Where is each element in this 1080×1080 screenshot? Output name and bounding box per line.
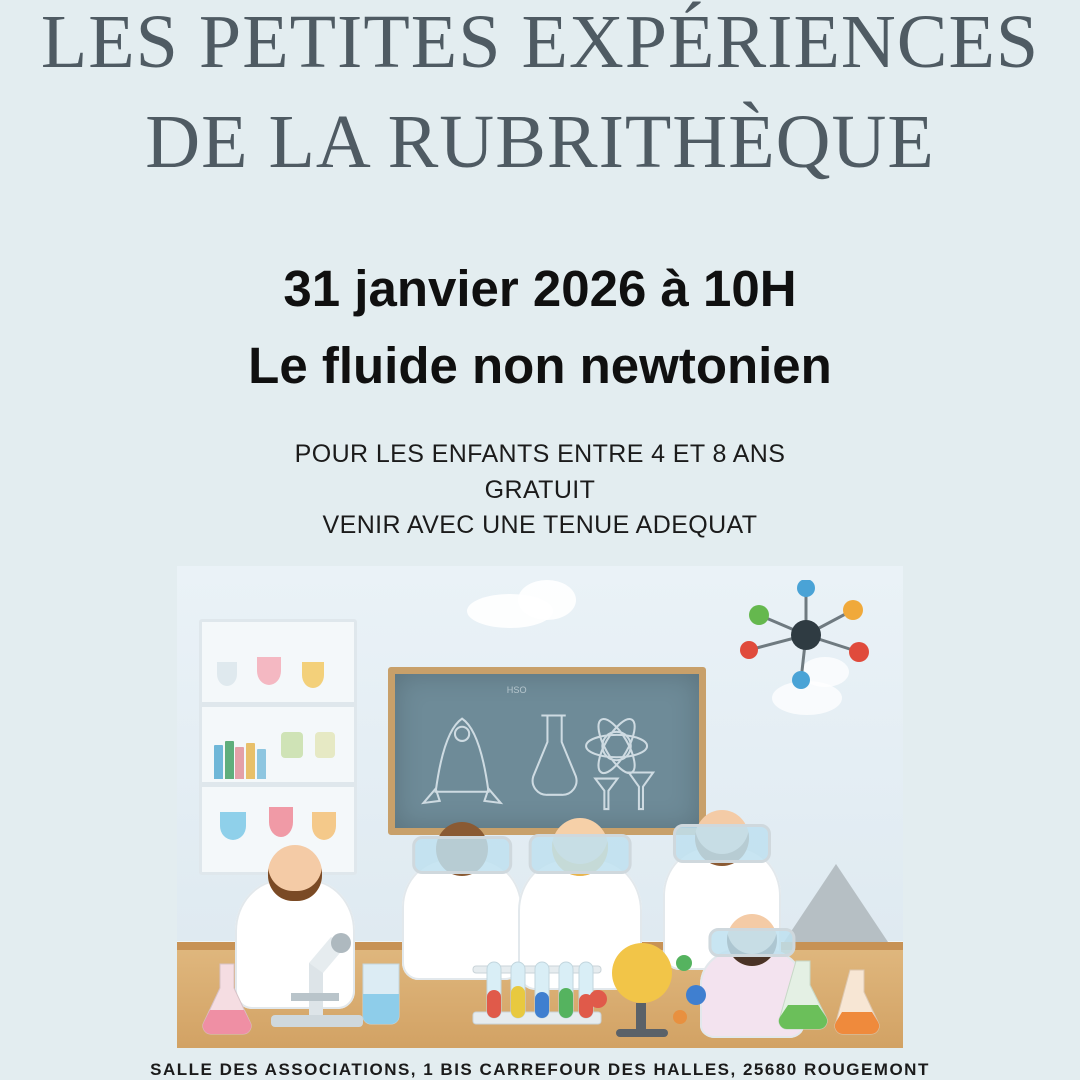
flask-icon — [312, 812, 336, 840]
book — [225, 741, 234, 779]
jar-icon — [281, 732, 303, 758]
volcano-model — [784, 864, 888, 942]
solar-system-model — [584, 933, 724, 1043]
title-line-2: DE LA RUBRITHÈQUE — [145, 99, 935, 184]
flask-icon — [217, 662, 237, 686]
book — [257, 749, 266, 779]
flask-icon — [220, 812, 246, 840]
molecule-icon — [731, 580, 881, 690]
flask-icon — [302, 662, 324, 688]
detail-audience: POUR LES ENFANTS ENTRE 4 ET 8 ANS — [294, 440, 786, 469]
flask-orange-icon — [826, 966, 888, 1038]
flask-icon — [269, 807, 293, 837]
book — [246, 743, 255, 779]
goggles-icon — [673, 824, 771, 862]
science-lab-children-illustration — [177, 566, 903, 1048]
poster-title — [0, 0, 1080, 184]
head — [268, 845, 322, 901]
book — [235, 747, 244, 779]
venue-address: SALLE DES ASSOCIATIONS, 1 BIS CARREFOUR DES HALLES, 25680 ROUGEMONT — [150, 1059, 930, 1079]
flask-pink-icon — [192, 958, 262, 1038]
event-subject: Le fluide non newtonien — [248, 337, 832, 395]
goggles-icon — [412, 836, 512, 874]
jar-icon — [315, 732, 335, 758]
beaker-blue-icon — [351, 958, 411, 1028]
detail-dresscode: VENIR AVEC UNE TENUE ADEQUAT — [322, 511, 758, 540]
svg-text:HSO: HSO — [506, 684, 527, 695]
chalkboard-drawings — [395, 674, 700, 828]
detail-price: GRATUIT — [484, 475, 596, 504]
flask-icon — [257, 657, 281, 685]
event-date: 31 janvier 2026 à 10H — [283, 260, 797, 318]
goggles-icon — [529, 834, 632, 874]
title-line-1: LES PETITES EXPÉRIENCES — [40, 0, 1040, 84]
cloud-icon — [518, 580, 576, 620]
book — [214, 745, 223, 779]
chalkboard — [388, 667, 707, 835]
bookshelf — [199, 619, 357, 876]
event-details — [295, 437, 786, 544]
